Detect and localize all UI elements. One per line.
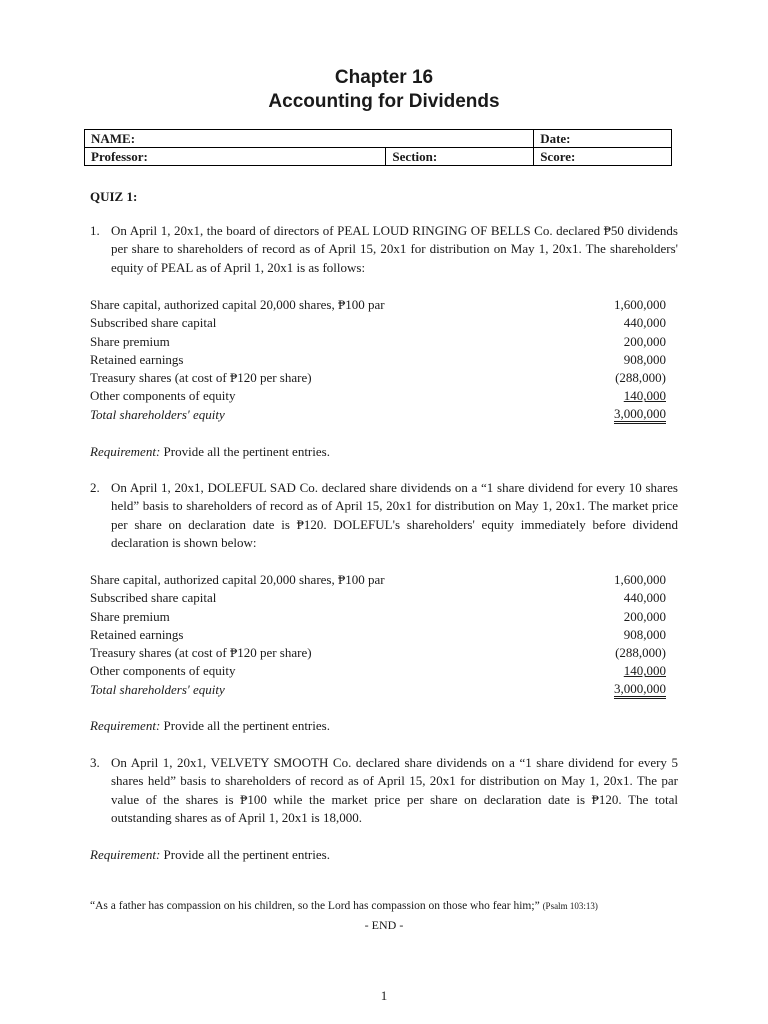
- row-amount: 3,000,000: [614, 681, 666, 699]
- professor-field: Professor:: [85, 148, 386, 166]
- equity-table-2: [90, 571, 666, 699]
- bible-quote: [90, 900, 598, 912]
- question-number: 1.: [90, 223, 100, 238]
- end-marker: - END -: [364, 918, 404, 932]
- requirement-text: Provide all the pertinent entries.: [160, 718, 330, 733]
- row-amount: 140,000: [623, 388, 666, 404]
- row-amount: 908,000: [623, 351, 666, 367]
- question-2: [90, 479, 678, 552]
- table-row: [90, 571, 666, 589]
- table-row: [90, 644, 666, 662]
- row-amount: 440,000: [623, 315, 666, 331]
- requirement-text: Provide all the pertinent entries.: [160, 847, 330, 862]
- table-row-total: [90, 406, 666, 424]
- row-label: Subscribed share capital: [90, 315, 217, 331]
- requirement-label: Requirement:: [90, 718, 161, 733]
- requirement-text: Provide all the pertinent entries.: [160, 444, 330, 459]
- section-field: Section:: [386, 148, 534, 166]
- question-3: [90, 754, 678, 827]
- question-text: On April 1, 20x1, VELVETY SMOOTH Co. declared share dividends on a “1 share dividend for every 5 shares held” basis to shareholders of record as of April 15, 20x1 for distribution on May 1, 20x1. The par value of the shares is ₱100 while the market price per share on declaration date is ₱120. The total outstanding shares as of April 1, 20x1 is 18,000.: [111, 755, 678, 825]
- row-label: Share capital, authorized capital 20,000 shares, ₱100 par: [90, 297, 385, 312]
- question-text: On April 1, 20x1, the board of directors of PEAL LOUD RINGING OF BELLS Co. declared ₱50 dividends per share to shareholders of record as of April 15, 20x1 for distribution on May 1, 20x1. The shareholders' equity of PEAL as of April 1, 20x1 is as follows:: [111, 223, 678, 275]
- row-label: Total shareholders' equity: [90, 681, 225, 697]
- quote-reference: (Psalm 103:13): [542, 901, 598, 911]
- requirement-label: Requirement:: [90, 444, 161, 459]
- requirement-2: [90, 717, 330, 735]
- row-amount: 1,600,000: [614, 297, 666, 312]
- chapter-number: Chapter 16: [334, 67, 434, 88]
- row-amount: (288,000): [615, 645, 666, 661]
- question-text: On April 1, 20x1, DOLEFUL SAD Co. declared share dividends on a “1 share dividend for every 10 shares held” basis to shareholders of record as of April 15, 20x1 for distribution on May 1, 20x1. The market price per share on declaration date is ₱120. DOLEFUL's shareholders' equity immediately before dividend declaration is shown below:: [111, 480, 678, 550]
- chapter-title: Accounting for Dividends: [268, 91, 500, 112]
- table-row: [90, 589, 666, 607]
- student-info-table: [84, 129, 672, 166]
- requirement-label: Requirement:: [90, 847, 161, 862]
- row-label: Total shareholders' equity: [90, 406, 225, 422]
- name-field: NAME:: [85, 130, 534, 148]
- table-row: [90, 296, 666, 314]
- question-number: 2.: [90, 480, 100, 495]
- date-field: Date:: [534, 130, 672, 148]
- row-label: Share premium: [90, 608, 170, 624]
- table-row: [90, 351, 666, 369]
- table-row: [90, 369, 666, 387]
- requirement-3: [90, 846, 330, 864]
- row-label: Retained earnings: [90, 351, 184, 367]
- table-row-total: [90, 681, 666, 699]
- score-field: Score:: [534, 148, 672, 166]
- row-label: Treasury shares (at cost of ₱120 per share): [90, 645, 312, 661]
- quote-text: “As a father has compassion on his children, so the Lord has compassion on those who fear him;”: [90, 900, 543, 912]
- page-number: 1: [380, 988, 388, 1003]
- row-amount: 140,000: [623, 663, 666, 679]
- table-row: [90, 314, 666, 332]
- table-row: [90, 662, 666, 680]
- question-1: [90, 222, 678, 277]
- row-amount: 200,000: [623, 333, 666, 349]
- question-number: 3.: [90, 755, 100, 770]
- equity-table-1: [90, 296, 666, 424]
- row-label: Other components of equity: [90, 388, 236, 404]
- table-row: [90, 333, 666, 351]
- row-amount: (288,000): [615, 370, 666, 386]
- table-row: [90, 626, 666, 644]
- row-amount: 908,000: [623, 626, 666, 642]
- row-amount: 200,000: [623, 608, 666, 624]
- row-label: Treasury shares (at cost of ₱120 per share): [90, 370, 312, 386]
- requirement-1: [90, 443, 330, 461]
- row-amount: 1,600,000: [614, 572, 666, 587]
- row-label: Subscribed share capital: [90, 590, 217, 606]
- row-label: Other components of equity: [90, 663, 236, 679]
- table-row: [90, 387, 666, 405]
- row-amount: 440,000: [623, 590, 666, 606]
- quiz-label: QUIZ 1:: [90, 189, 138, 204]
- row-label: Share premium: [90, 333, 170, 349]
- table-row: [90, 608, 666, 626]
- row-label: Retained earnings: [90, 626, 184, 642]
- row-label: Share capital, authorized capital 20,000 shares, ₱100 par: [90, 572, 385, 587]
- row-amount: 3,000,000: [614, 406, 666, 424]
